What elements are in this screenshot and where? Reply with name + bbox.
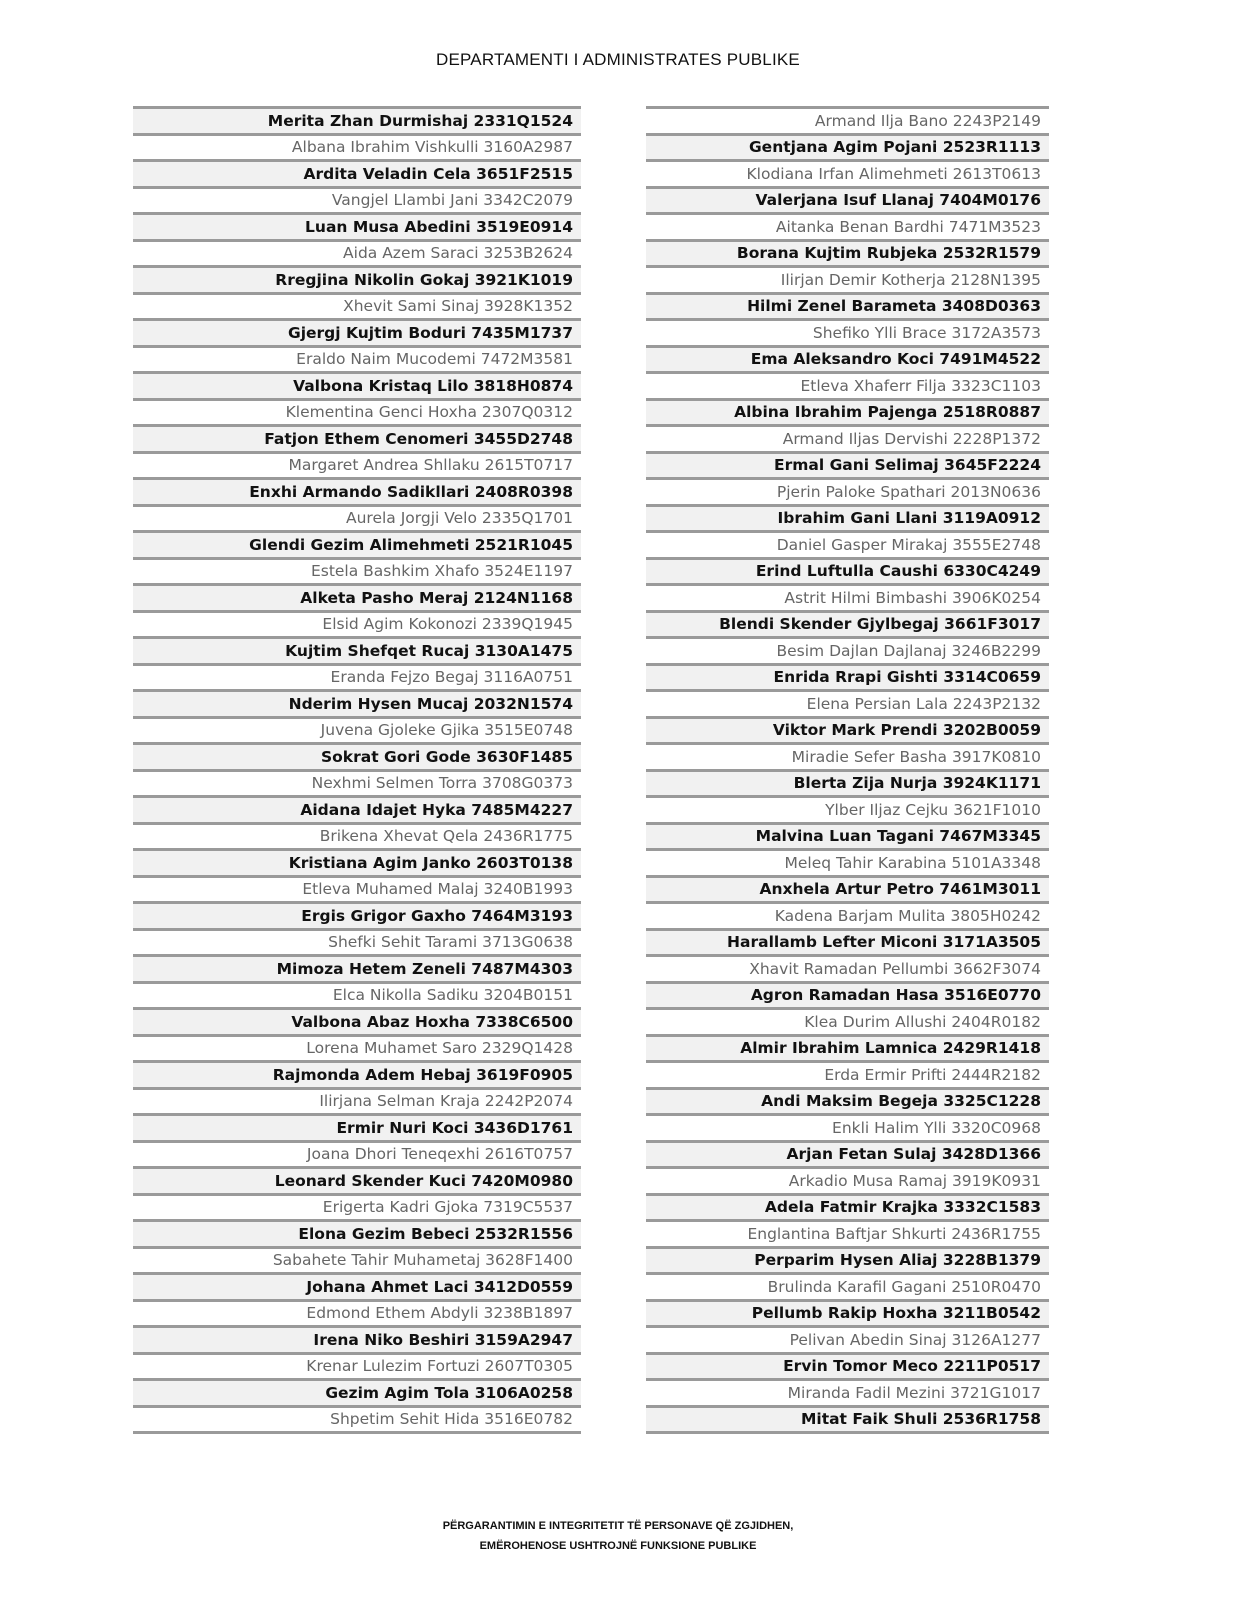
list-item: Sabahete Tahir Muhametaj 3628F1400 [133, 1246, 581, 1273]
list-item: Mitat Faik Shuli 2536R1758 [646, 1405, 1049, 1432]
footer-line-2: EMËROHENOSE USHTROJNË FUNKSIONE PUBLIKE [479, 1540, 757, 1552]
list-item: Kujtim Shefqet Rucaj 3130A1475 [133, 636, 581, 663]
list-item: Hilmi Zenel Barameta 3408D0363 [646, 292, 1049, 319]
list-item: Merita Zhan Durmishaj 2331Q1524 [133, 106, 581, 133]
list-item: Agron Ramadan Hasa 3516E0770 [646, 981, 1049, 1008]
footer-line-1: PËRGARANTIMIN E INTEGRITETIT TË PERSONAVE QË ZGJIDHEN, [442, 1520, 794, 1532]
list-item: Shefiko Ylli Brace 3172A3573 [646, 318, 1049, 345]
list-item: Adela Fatmir Krajka 3332C1583 [646, 1193, 1049, 1220]
list-item: Kristiana Agim Janko 2603T0138 [133, 848, 581, 875]
list-item: Blendi Skender Gjylbegaj 3661F3017 [646, 610, 1049, 637]
list-item: Edmond Ethem Abdyli 3238B1897 [133, 1299, 581, 1326]
list-item: Ilirjana Selman Kraja 2242P2074 [133, 1087, 581, 1114]
list-item: Mimoza Hetem Zeneli 7487M4303 [133, 954, 581, 981]
list-item: Estela Bashkim Xhafo 3524E1197 [133, 557, 581, 584]
list-item: Valbona Kristaq Lilo 3818H0874 [133, 371, 581, 398]
list-item: Astrit Hilmi Bimbashi 3906K0254 [646, 583, 1049, 610]
list-item: Armand Ilja Bano 2243P2149 [646, 106, 1049, 133]
list-item: Xhavit Ramadan Pellumbi 3662F3074 [646, 954, 1049, 981]
list-item: Malvina Luan Tagani 7467M3345 [646, 822, 1049, 849]
list-item: Miranda Fadil Mezini 3721G1017 [646, 1378, 1049, 1405]
list-item: Aida Azem Saraci 3253B2624 [133, 239, 581, 266]
list-item: Arjan Fetan Sulaj 3428D1366 [646, 1140, 1049, 1167]
column-bottom-rule [646, 1431, 1049, 1434]
list-item: Enrida Rrapi Gishti 3314C0659 [646, 663, 1049, 690]
list-item: Erind Luftulla Caushi 6330C4249 [646, 557, 1049, 584]
list-item: Nexhmi Selmen Torra 3708G0373 [133, 769, 581, 796]
list-item: Brulinda Karafil Gagani 2510R0470 [646, 1272, 1049, 1299]
list-item: Juvena Gjoleke Gjika 3515E0748 [133, 716, 581, 743]
list-item: Klodiana Irfan Alimehmeti 2613T0613 [646, 159, 1049, 186]
column-bottom-rule [133, 1431, 581, 1434]
list-item: Shpetim Sehit Hida 3516E0782 [133, 1405, 581, 1432]
list-item: Albina Ibrahim Pajenga 2518R0887 [646, 398, 1049, 425]
list-item: Gentjana Agim Pojani 2523R1113 [646, 133, 1049, 160]
list-item: Ermir Nuri Koci 3436D1761 [133, 1113, 581, 1140]
list-item: Pellumb Rakip Hoxha 3211B0542 [646, 1299, 1049, 1326]
list-item: Enkli Halim Ylli 3320C0968 [646, 1113, 1049, 1140]
list-item: Nderim Hysen Mucaj 2032N1574 [133, 689, 581, 716]
page-title: DEPARTAMENTI I ADMINISTRATES PUBLIKE [436, 50, 800, 69]
list-item: Pelivan Abedin Sinaj 3126A1277 [646, 1325, 1049, 1352]
list-item: Fatjon Ethem Cenomeri 3455D2748 [133, 424, 581, 451]
list-item: Sokrat Gori Gode 3630F1485 [133, 742, 581, 769]
list-item: Englantina Baftjar Shkurti 2436R1755 [646, 1219, 1049, 1246]
list-item: Etleva Xhaferr Filja 3323C1103 [646, 371, 1049, 398]
list-item: Ylber Iljaz Cejku 3621F1010 [646, 795, 1049, 822]
list-item: Ardita Veladin Cela 3651F2515 [133, 159, 581, 186]
list-item: Vangjel Llambi Jani 3342C2079 [133, 186, 581, 213]
list-item: Rregjina Nikolin Gokaj 3921K1019 [133, 265, 581, 292]
list-item: Kadena Barjam Mulita 3805H0242 [646, 901, 1049, 928]
right-name-column [646, 106, 1049, 1434]
list-item: Andi Maksim Begeja 3325C1228 [646, 1087, 1049, 1114]
list-item: Xhevit Sami Sinaj 3928K1352 [133, 292, 581, 319]
list-item: Aidana Idajet Hyka 7485M4227 [133, 795, 581, 822]
list-item: Ermal Gani Selimaj 3645F2224 [646, 451, 1049, 478]
list-item: Aitanka Benan Bardhi 7471M3523 [646, 212, 1049, 239]
list-item: Gjergj Kujtim Boduri 7435M1737 [133, 318, 581, 345]
list-item: Armand Iljas Dervishi 2228P1372 [646, 424, 1049, 451]
list-item: Ervin Tomor Meco 2211P0517 [646, 1352, 1049, 1379]
list-item: Elena Persian Lala 2243P2132 [646, 689, 1049, 716]
list-item: Ergis Grigor Gaxho 7464M3193 [133, 901, 581, 928]
list-item: Glendi Gezim Alimehmeti 2521R1045 [133, 530, 581, 557]
list-item: Arkadio Musa Ramaj 3919K0931 [646, 1166, 1049, 1193]
list-item: Elona Gezim Bebeci 2532R1556 [133, 1219, 581, 1246]
list-item: Harallamb Lefter Miconi 3171A3505 [646, 928, 1049, 955]
list-item: Elca Nikolla Sadiku 3204B0151 [133, 981, 581, 1008]
list-item: Gezim Agim Tola 3106A0258 [133, 1378, 581, 1405]
list-item: Borana Kujtim Rubjeka 2532R1579 [646, 239, 1049, 266]
list-item: Johana Ahmet Laci 3412D0559 [133, 1272, 581, 1299]
list-item: Albana Ibrahim Vishkulli 3160A2987 [133, 133, 581, 160]
list-item: Leonard Skender Kuci 7420M0980 [133, 1166, 581, 1193]
list-item: Anxhela Artur Petro 7461M3011 [646, 875, 1049, 902]
list-item: Valerjana Isuf Llanaj 7404M0176 [646, 186, 1049, 213]
list-item: Pjerin Paloke Spathari 2013N0636 [646, 477, 1049, 504]
list-item: Klementina Genci Hoxha 2307Q0312 [133, 398, 581, 425]
list-item: Klea Durim Allushi 2404R0182 [646, 1007, 1049, 1034]
list-item: Rajmonda Adem Hebaj 3619F0905 [133, 1060, 581, 1087]
list-item: Enxhi Armando Sadikllari 2408R0398 [133, 477, 581, 504]
list-item: Ema Aleksandro Koci 7491M4522 [646, 345, 1049, 372]
list-item: Brikena Xhevat Qela 2436R1775 [133, 822, 581, 849]
list-item: Alketa Pasho Meraj 2124N1168 [133, 583, 581, 610]
list-item: Erigerta Kadri Gjoka 7319C5537 [133, 1193, 581, 1220]
list-item: Shefki Sehit Tarami 3713G0638 [133, 928, 581, 955]
list-item: Erda Ermir Prifti 2444R2182 [646, 1060, 1049, 1087]
list-item: Luan Musa Abedini 3519E0914 [133, 212, 581, 239]
list-item: Elsid Agim Kokonozi 2339Q1945 [133, 610, 581, 637]
list-item: Lorena Muhamet Saro 2329Q1428 [133, 1034, 581, 1061]
list-item: Joana Dhori Teneqexhi 2616T0757 [133, 1140, 581, 1167]
list-item: Etleva Muhamed Malaj 3240B1993 [133, 875, 581, 902]
list-item: Valbona Abaz Hoxha 7338C6500 [133, 1007, 581, 1034]
list-item: Aurela Jorgji Velo 2335Q1701 [133, 504, 581, 531]
list-item: Margaret Andrea Shllaku 2615T0717 [133, 451, 581, 478]
list-item: Besim Dajlan Dajlanaj 3246B2299 [646, 636, 1049, 663]
list-item: Meleq Tahir Karabina 5101A3348 [646, 848, 1049, 875]
list-item: Almir Ibrahim Lamnica 2429R1418 [646, 1034, 1049, 1061]
list-item: Eraldo Naim Mucodemi 7472M3581 [133, 345, 581, 372]
footer [0, 1516, 1236, 1556]
list-item: Krenar Lulezim Fortuzi 2607T0305 [133, 1352, 581, 1379]
list-item: Irena Niko Beshiri 3159A2947 [133, 1325, 581, 1352]
list-item: Ibrahim Gani Llani 3119A0912 [646, 504, 1049, 531]
list-item: Ilirjan Demir Kotherja 2128N1395 [646, 265, 1049, 292]
list-item: Miradie Sefer Basha 3917K0810 [646, 742, 1049, 769]
list-item: Blerta Zija Nurja 3924K1171 [646, 769, 1049, 796]
left-name-column [133, 106, 581, 1434]
list-item: Daniel Gasper Mirakaj 3555E2748 [646, 530, 1049, 557]
list-item: Eranda Fejzo Begaj 3116A0751 [133, 663, 581, 690]
list-item: Perparim Hysen Aliaj 3228B1379 [646, 1246, 1049, 1273]
list-item: Viktor Mark Prendi 3202B0059 [646, 716, 1049, 743]
